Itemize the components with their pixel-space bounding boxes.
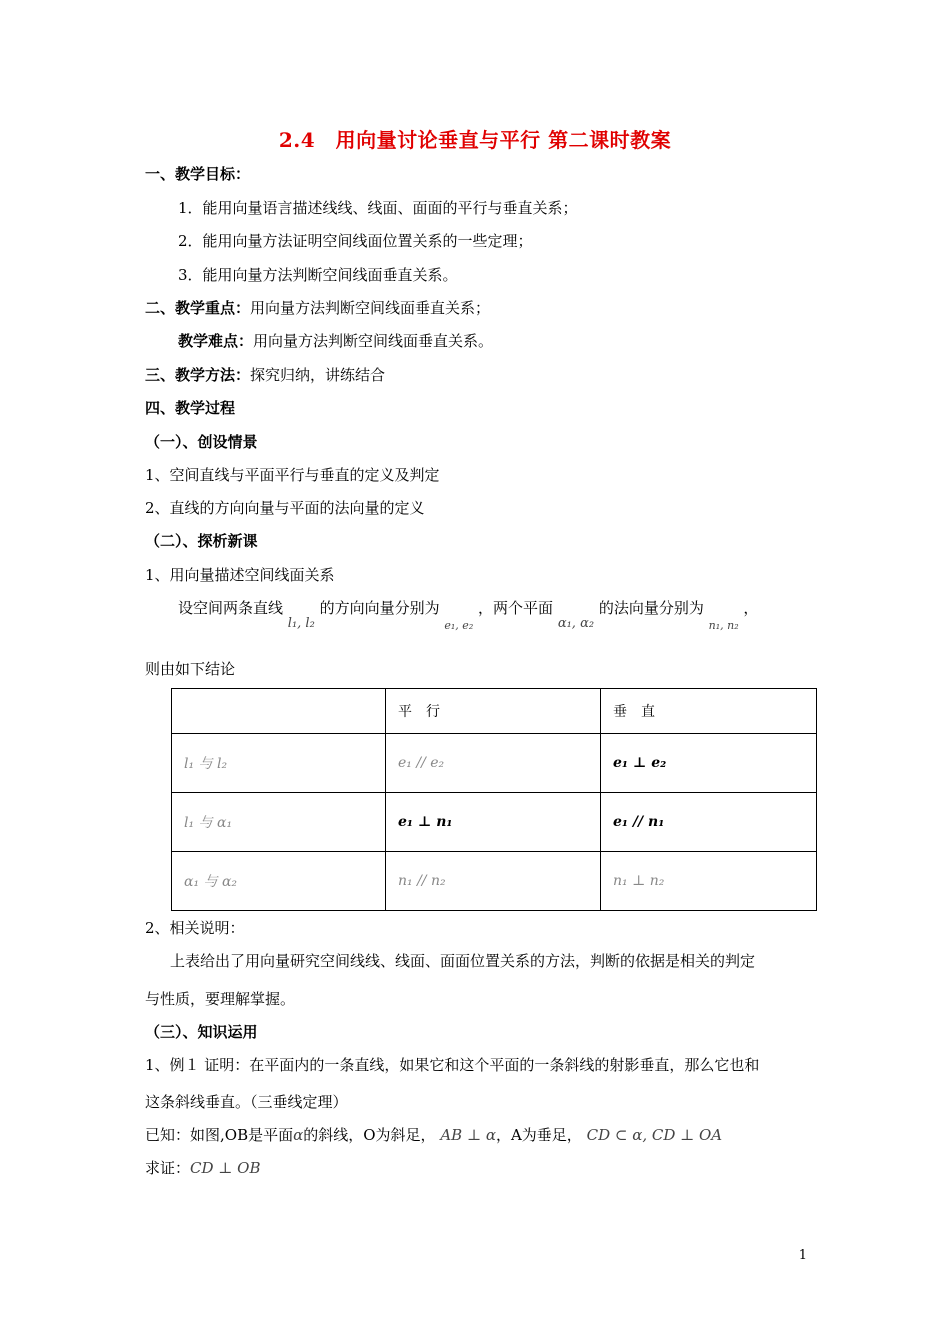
prove-label: 求证： [145,1159,191,1177]
part3-heading: （三）、知识运用 [145,1023,258,1041]
setup-text-e: ， [743,599,759,617]
conclusion-intro: 则由如下结论 [145,660,236,678]
related-notes-label: 2、相关说明： [145,919,245,937]
row-label: l₁ 与 l₂ [172,734,386,793]
header-cell-empty [172,689,386,734]
given-alpha: α [293,1126,304,1144]
objective-3: 3．能用向量方法判断空间线面垂直关系。 [178,266,458,284]
perpendicular-condition: n₁ ⊥ n₂ [601,852,817,911]
method-label: 三、教学方法： [145,366,251,384]
table-row [172,852,817,911]
example-1-line-2: 这条斜线垂直。（三垂线定理） [145,1093,348,1111]
given-text-b: 的斜线，O为斜足， [303,1126,436,1144]
method-text: 探究归纳，讲练结合 [250,366,386,384]
key-point-label: 二、教学重点： [145,299,251,317]
perpendicular-condition: e₁ ⊥ e₂ [601,734,817,793]
part2-item-1: 1、用向量描述空间线面关系 [145,566,335,584]
header-cell-parallel: 平 行 [386,689,601,734]
parallel-condition: n₁ // n₂ [386,852,601,911]
part2-heading: （二）、探析新课 [145,532,258,550]
given-math-1: AB ⊥ α [440,1126,496,1144]
method-line [145,365,385,385]
setup-text-b: 的方向向量分别为 [319,599,440,617]
key-point-text: 用向量方法判断空间线面垂直关系； [250,299,491,317]
setup-sentence [178,598,759,632]
objective-2: 2．能用向量方法证明空间线面位置关系的一些定理； [178,232,533,250]
math-planes: α₁, α₂ [557,616,595,631]
parallel-condition: e₁ // e₂ [386,734,601,793]
row-label: l₁ 与 α₁ [172,793,386,852]
table-header-row [172,689,817,734]
example-1-line-1: 1、例１ 证明：在平面内的一条直线，如果它和这个平面的一条斜线的射影垂直，那么它也和 [145,1056,760,1074]
header-cell-perpendicular: 垂 直 [601,689,817,734]
setup-text-a: 设空间两条直线 [178,599,284,617]
table-row [172,793,817,852]
given-line [145,1125,722,1145]
part1-heading: （一）、创设情景 [145,433,258,451]
row-label: α₁ 与 α₂ [172,852,386,911]
difficulty-text: 用向量方法判断空间线面垂直关系。 [253,332,494,350]
math-direction-vectors: e₁, e₂ [444,619,474,632]
document-title: 2.4 用向量讨论垂直与平行 第二课时教案 [278,128,672,152]
given-text-c: ，A为垂足， [495,1126,582,1144]
math-normal-vectors: n₁, n₂ [708,619,739,632]
difficulty-line [178,331,493,351]
key-point-line [145,298,490,318]
notes-paragraph-2: 与性质，要理解掌握。 [145,990,296,1008]
section-objectives-label: 一、教学目标： [145,165,251,183]
perpendicular-condition: e₁ // n₁ [601,793,817,852]
part1-item-1: 1、空间直线与平面平行与垂直的定义及判定 [145,466,440,484]
process-label: 四、教学过程 [145,399,236,417]
part1-item-2: 2、直线的方向向量与平面的法向量的定义 [145,499,425,517]
setup-text-c: ，两个平面 [478,599,554,617]
parallel-condition: e₁ ⊥ n₁ [386,793,601,852]
prove-math: CD ⊥ OB [190,1159,261,1177]
page-number: 1 [798,1248,807,1263]
difficulty-label: 教学难点： [178,332,254,350]
notes-paragraph-1: 上表给出了用向量研究空间线线、线面、面面位置关系的方法，判断的依据是相关的判定 [170,952,756,970]
given-math-2: CD ⊂ α, CD ⊥ OA [586,1126,723,1144]
prove-line [145,1158,260,1178]
relation-table [171,688,817,911]
table-row [172,734,817,793]
math-lines: l₁, l₂ [287,616,315,631]
given-text-a: 已知：如图,OB是平面 [145,1126,294,1144]
objective-1: 1．能用向量语言描述线线、线面、面面的平行与垂直关系； [178,199,578,217]
setup-text-d: 的法向量分别为 [598,599,704,617]
